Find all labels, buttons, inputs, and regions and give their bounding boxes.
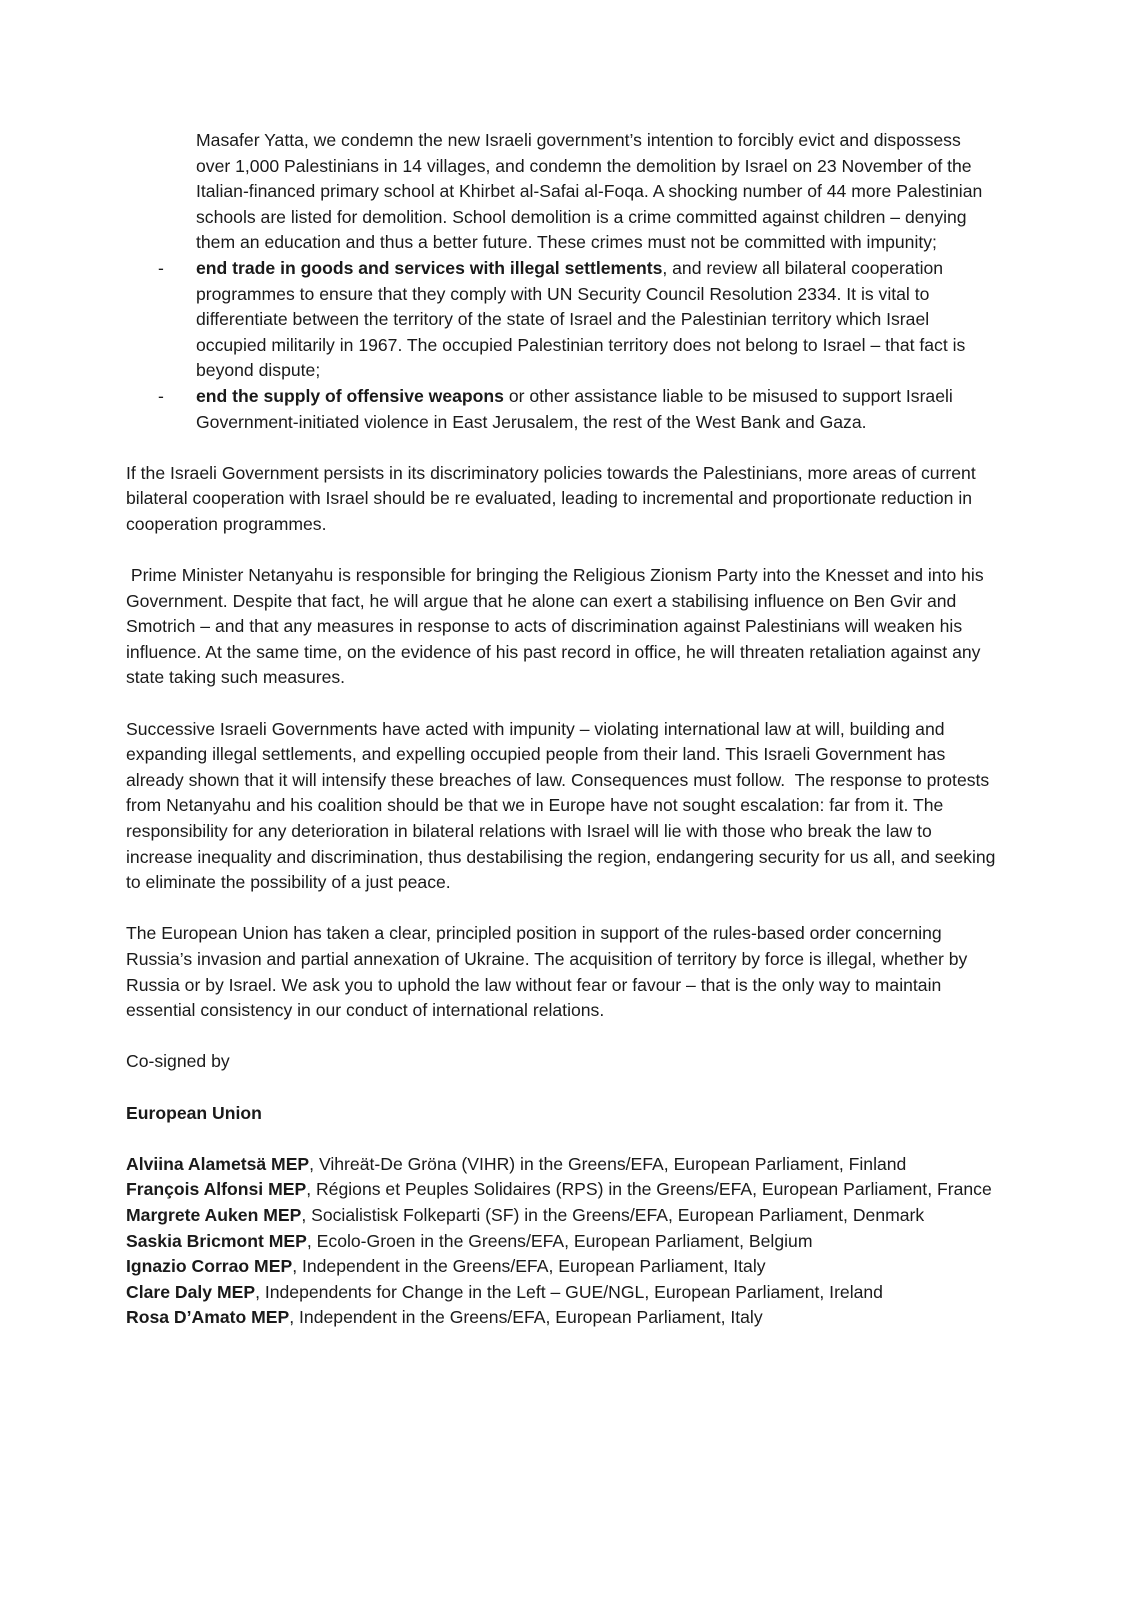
- paragraph-netanyahu: Prime Minister Netanyahu is responsible for bringing the Religious Zionism Party into the Knesset and into his Government. Despite that fact, he will argue that he alone can exert a stabilising influence on Ben Gvir and Smotrich – and that any measures in response to acts of discrimination against Palestinians will weaken his influence. At the same time, on the evidence of his past record in office, he will threaten retaliation against any state taking such measures.: [126, 565, 989, 688]
- document-body: [126, 128, 1001, 1331]
- signatory-entry: [126, 1305, 996, 1331]
- demand-text: , and review all bilateral cooperation programmes to ensure that they comply with UN Security Council Resolution 2334. It is vital to differentiate between the territory of the state of Israel and the Palestinian territory which Israel occupied militarily in 1967. The occupied Palestinian territory does not belong to Israel – that fact is beyond dispute;: [196, 257, 966, 381]
- signatory-entry: [126, 1152, 996, 1178]
- signatory-entry: [126, 1177, 996, 1203]
- cosigned-label: Co-signed by: [126, 1051, 230, 1072]
- signatory-affiliation: , Régions et Peuples Solidaires (RPS) in the Greens/EFA, European Parliament, France: [306, 1179, 992, 1200]
- signatory-name: Alviina Alametsä MEP: [126, 1153, 310, 1174]
- signatory-name: Clare Daly MEP: [126, 1281, 256, 1302]
- signatory-entry: [126, 1203, 996, 1229]
- signatory-name: Saskia Bricmont MEP: [126, 1230, 307, 1251]
- signatory-affiliation: , Independent in the Greens/EFA, European Parliament, Italy: [289, 1307, 763, 1328]
- section-heading: European Union: [126, 1102, 262, 1123]
- demand-text: or other assistance liable to be misused to support Israeli Government-initiated violence in East Jerusalem, the rest of the West Bank and Gaza.: [196, 385, 953, 432]
- signatory-list: [126, 1152, 996, 1331]
- signatory-entry: [126, 1254, 996, 1280]
- signatory-affiliation: , Independents for Change in the Left – GUE/NGL, European Parliament, Ireland: [255, 1281, 883, 1302]
- list-item: [126, 256, 996, 384]
- list-dash: -: [158, 257, 164, 278]
- demand-heading: end the supply of offensive weapons: [196, 385, 504, 406]
- intro-continuation: Masafer Yatta, we condemn the new Israeli government’s intention to forcibly evict and dispossess over 1,000 Palestinians in 14 villages, and condemn the demolition by Israel on 23 November of the Italian-financed primary school at Khirbet al-Safai al-Foqa. A shocking number of 44 more Palestinian schools are listed for demolition. School demolition is a crime committed against children – denying them an education and thus a better future. These crimes must not be committed with impunity;: [196, 130, 983, 253]
- demands-list: [126, 256, 996, 435]
- signatory-affiliation: , Independent in the Greens/EFA, European Parliament, Italy: [292, 1256, 766, 1277]
- signatory-name: Ignazio Corrao MEP: [126, 1256, 293, 1277]
- signatory-entry: [126, 1229, 996, 1255]
- signatory-affiliation: , Vihreät-De Gröna (VIHR) in the Greens/EFA, European Parliament, Finland: [309, 1153, 907, 1174]
- signatory-name: François Alfonsi MEP: [126, 1179, 307, 1200]
- list-dash: -: [158, 385, 164, 406]
- signatory-name: Rosa D’Amato MEP: [126, 1307, 290, 1328]
- paragraph-cooperation: If the Israeli Government persists in its discriminatory policies towards the Palestinians, more areas of current bilateral cooperation with Israel should be re evaluated, leading to incremental and proportionate reduction in cooperation programmes.: [126, 462, 976, 534]
- list-item: [126, 384, 996, 435]
- demand-heading: end trade in goods and services with illegal settlements: [196, 257, 663, 278]
- signatory-affiliation: , Ecolo-Groen in the Greens/EFA, European Parliament, Belgium: [306, 1230, 813, 1251]
- signatory-affiliation: , Socialistisk Folkeparti (SF) in the Greens/EFA, European Parliament, Denmark: [301, 1204, 925, 1225]
- signatory-entry: [126, 1280, 996, 1306]
- paragraph-eu-position: The European Union has taken a clear, principled position in support of the rules-based order concerning Russia’s invasion and partial annexation of Ukraine. The acquisition of territory by force is illegal, whether by Russia or by Israel. We ask you to uphold the law without fear or favour – that is the only way to maintain essential consistency in our conduct of international relations.: [126, 923, 968, 1021]
- signatory-name: Margrete Auken MEP: [126, 1204, 302, 1225]
- paragraph-impunity: Successive Israeli Governments have acted with impunity – violating international law at will, building and expanding illegal settlements, and expelling occupied people from their land. This Israeli Government has already shown that it will intensify these breaches of law. Consequences must follow. The response to protests from Netanyahu and his coalition should be that we in Europe have not sought escalation: far from it. The responsibility for any deterioration in bilateral relations with Israel will lie with those who break the law to increase inequality and discrimination, thus destabilising the region, endangering security for us all, and seeking to eliminate the possibility of a just peace.: [126, 718, 1001, 893]
